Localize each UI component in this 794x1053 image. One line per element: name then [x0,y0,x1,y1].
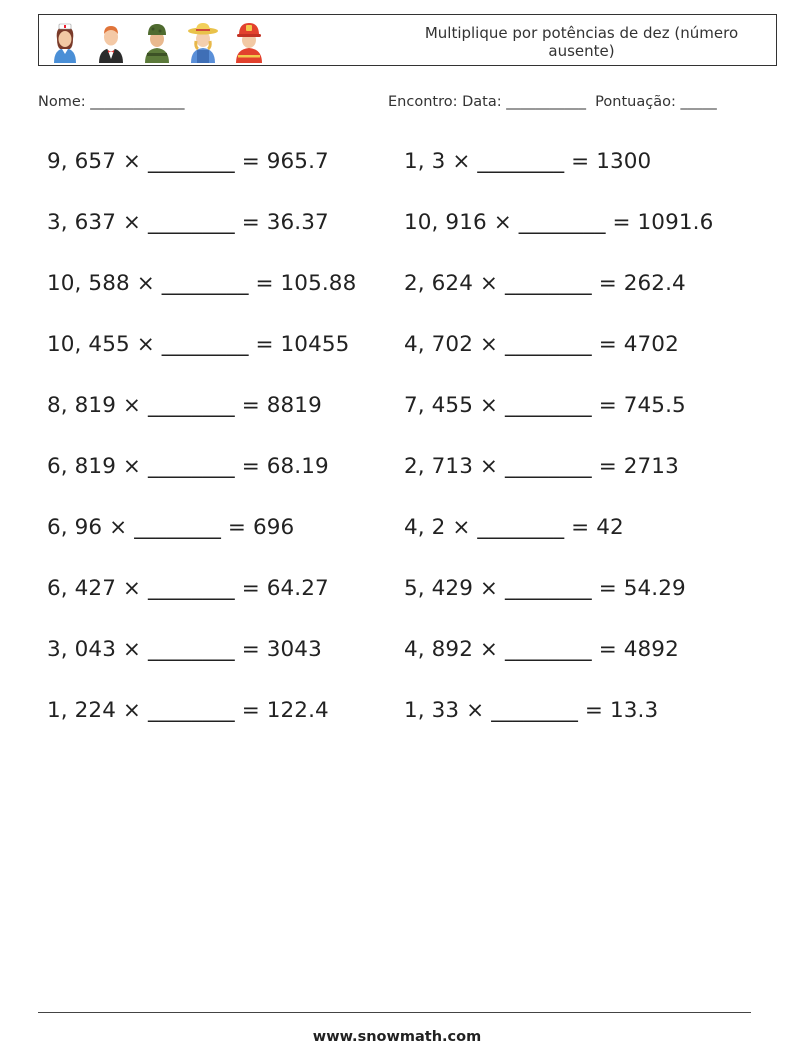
worksheet-title: Multiplique por potências de dez (número ausente) [424,24,739,60]
problem-right-2: 10, 916 × ________ = 1091.6 [404,210,714,235]
footer-divider [38,1012,751,1013]
problem-right-5: 7, 455 × ________ = 745.5 [404,393,686,418]
footer-url: www.snowmath.com [312,1029,482,1045]
problem-right-10: 1, 33 × ________ = 13.3 [404,698,659,723]
problem-right-1: 1, 3 × ________ = 1300 [404,149,652,174]
date-field: Encontro: Data: ___________ [388,94,586,110]
problem-left-10: 1, 224 × ________ = 122.4 [47,698,329,723]
problem-right-9: 4, 892 × ________ = 4892 [404,637,679,662]
problem-left-4: 10, 455 × ________ = 10455 [47,332,350,357]
nurse-icon [45,19,85,63]
problem-left-8: 6, 427 × ________ = 64.27 [47,576,329,601]
firefighter-icon [229,19,269,63]
problem-left-7: 6, 96 × ________ = 696 [47,515,295,540]
problem-left-3: 10, 588 × ________ = 105.88 [47,271,357,296]
problem-left-5: 8, 819 × ________ = 8819 [47,393,322,418]
farmer-icon [183,19,223,63]
avatar-strip [45,19,269,63]
worksheet-header [38,14,777,66]
problem-left-1: 9, 657 × ________ = 965.7 [47,149,329,174]
name-field: Nome: _____________ [38,94,185,110]
problem-right-7: 4, 2 × ________ = 42 [404,515,624,540]
problem-right-3: 2, 624 × ________ = 262.4 [404,271,686,296]
date-score-field [388,94,717,110]
soldier-icon [137,19,177,63]
problem-right-4: 4, 702 × ________ = 4702 [404,332,679,357]
problem-left-2: 3, 637 × ________ = 36.37 [47,210,329,235]
problem-right-8: 5, 429 × ________ = 54.29 [404,576,686,601]
waiter-icon [91,19,131,63]
problem-left-6: 6, 819 × ________ = 68.19 [47,454,329,479]
score-field: Pontuação: _____ [595,94,717,110]
problem-left-9: 3, 043 × ________ = 3043 [47,637,322,662]
problem-right-6: 2, 713 × ________ = 2713 [404,454,679,479]
